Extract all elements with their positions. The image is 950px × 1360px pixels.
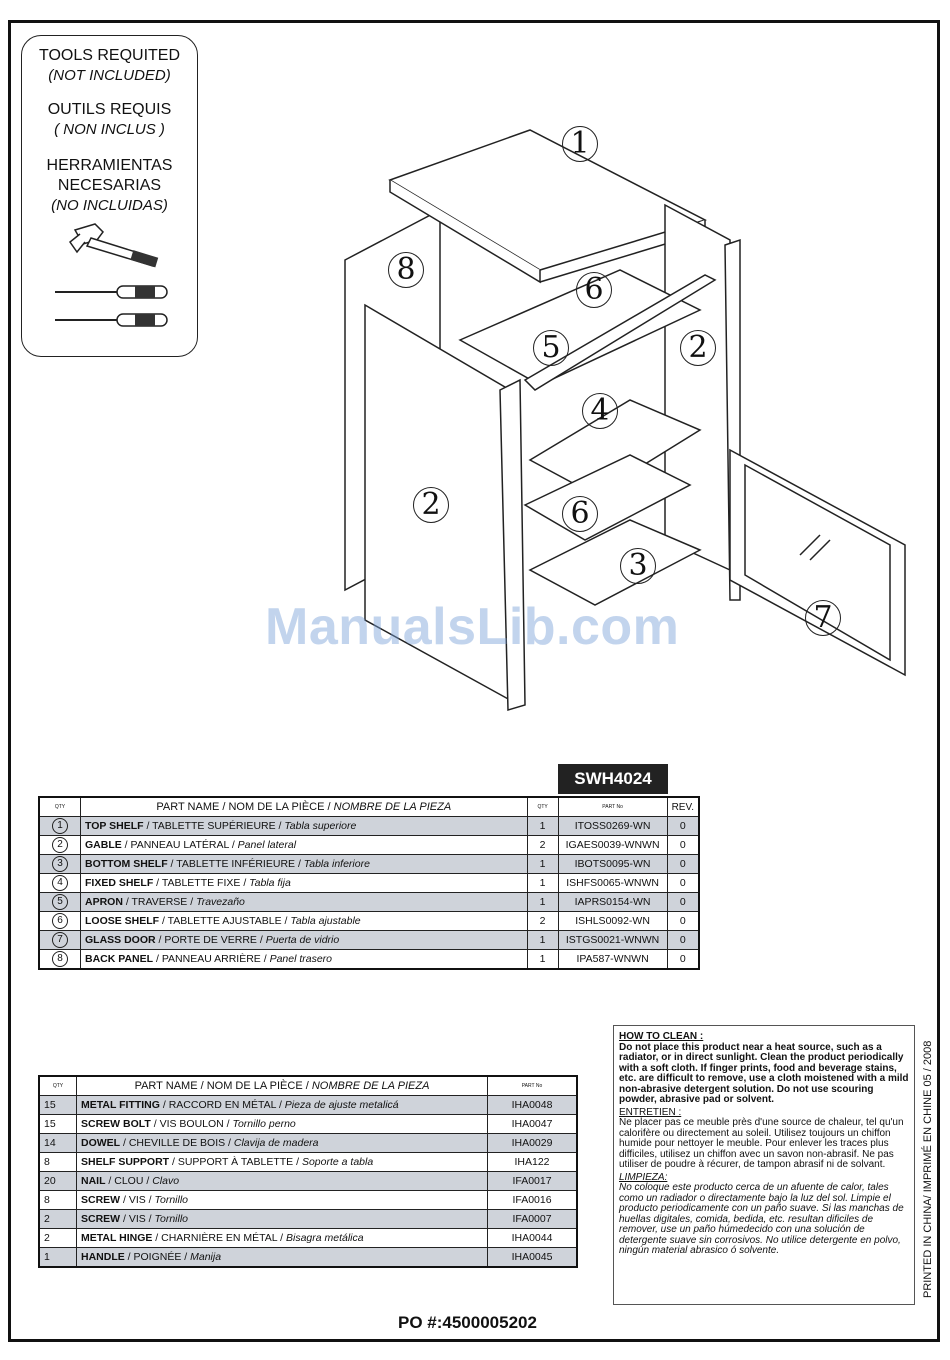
part-qty: 1 [527,855,558,874]
hw-qty-header: QTY [39,1076,77,1096]
tools-note-en: (NOT INCLUDED) [48,67,171,84]
model-number: SWH4024 [558,764,668,794]
hw-qty: 8 [39,1191,77,1210]
callout-2-right: 2 [680,330,716,366]
hw-part-name-header: PART NAME / NOM DE LA PIÈCE / NOMBRE DE LA PIEZA [77,1076,488,1096]
hw-code: IHA0045 [488,1248,578,1268]
hw-qty: 8 [39,1153,77,1172]
parts-row [39,931,699,950]
part-qty: 1 [527,874,558,893]
po-number: PO #:4500005202 [398,1313,537,1332]
hw-code: IHA0048 [488,1096,578,1115]
hw-name: SCREW / VIS / Tornillo [77,1191,488,1210]
hw-code: IFA0007 [488,1210,578,1229]
part-name: TOP SHELF / TABLETTE SUPÉRIEURE / Tabla superiore [81,817,528,836]
part-qty: 1 [527,893,558,912]
hw-name: HANDLE / POIGNÉE / Manija [77,1248,488,1268]
hardware-row [39,1134,577,1153]
parts-row [39,817,699,836]
right-gable [665,205,730,570]
tools-icons [35,220,185,340]
part-code: IAPRS0154-WN [558,893,667,912]
hw-name: NAIL / CLOU / Clavo [77,1172,488,1191]
callout-5: 5 [533,330,569,366]
hardware-row [39,1172,577,1191]
hw-code: IHA0047 [488,1115,578,1134]
hw-name: DOWEL / CHEVILLE DE BOIS / Clavija de madera [77,1134,488,1153]
parts-row [39,874,699,893]
hardware-table [38,1075,578,1268]
hw-qty: 2 [39,1229,77,1248]
clean-heading-fr: ENTRETIEN : [619,1106,682,1118]
callout-6-top: 6 [576,272,612,308]
part-name: BOTTOM SHELF / TABLETTE INFÉRIEURE / Tabla inferiore [81,855,528,874]
rev-header: REV. [667,797,699,817]
part-rev: 0 [667,817,699,836]
parts-table [38,796,700,970]
qty2-header: QTY [527,797,558,817]
part-code: IBOTS0095-WN [558,855,667,874]
part-name: GLASS DOOR / PORTE DE VERRE / Puerta de vidrio [81,931,528,950]
part-code: IGAES0039-WNWN [558,836,667,855]
hw-code: IFA0017 [488,1172,578,1191]
hw-code: IHA122 [488,1153,578,1172]
parts-row [39,893,699,912]
parts-table-header [39,797,699,817]
tools-title-es-2: NECESARIAS [57,177,162,194]
clean-heading-en: HOW TO CLEAN : [619,1031,704,1042]
clean-heading-es: LIMPIEZA: [619,1171,668,1183]
parts-row [39,912,699,931]
parts-row [39,855,699,874]
hardware-row [39,1115,577,1134]
callout-4: 4 [582,393,618,429]
part-rev: 0 [667,950,699,970]
part-number-badge: 3 [39,855,81,874]
part-code: ITOSS0269-WN [558,817,667,836]
clean-text-es: No coloque este producto cerca de un afuente de calor, tales como un radiador o directamente bajo la luz del sol. Limpie el producto periodicamente con un paño suave. Si las manchas de huellas digitales, comida, bedida, etc. resultan dificiles de remover, use un paño húmedecido con una solución de detergente suave sin corrosivos. No utilice detergente en polvo, ningún material abrasico ó solvente. [619,1182,904,1256]
part-name: GABLE / PANNEAU LATÉRAL / Panel lateral [81,836,528,855]
hardware-row [39,1153,577,1172]
phillips-screwdriver-icon [55,286,167,298]
part-name: BACK PANEL / PANNEAU ARRIÈRE / Panel trasero [81,950,528,970]
part-name: APRON / TRAVERSE / Travezaño [81,893,528,912]
part-code: ISHLS0092-WN [558,912,667,931]
hw-name: SHELF SUPPORT / SUPPORT À TABLETTE / Soporte a tabla [77,1153,488,1172]
tools-note-es: (NO INCLUIDAS) [51,197,168,214]
part-name: FIXED SHELF / TABLETTE FIXE / Tabla fija [81,874,528,893]
hw-qty: 14 [39,1134,77,1153]
part-qty: 1 [527,817,558,836]
callout-1: 1 [562,126,598,162]
part-number-badge: 6 [39,912,81,931]
hw-name: SCREW BOLT / VIS BOULON / Tornillo perno [77,1115,488,1134]
hardware-row [39,1096,577,1115]
part-number-badge: 8 [39,950,81,970]
part-code: ISHFS0065-WNWN [558,874,667,893]
hw-code: IHA0029 [488,1134,578,1153]
hardware-row [39,1191,577,1210]
hw-part-no-header: PART No [488,1076,578,1096]
parts-row [39,836,699,855]
qty-header: QTY [39,797,81,817]
callout-8: 8 [388,252,424,288]
part-rev: 0 [667,893,699,912]
part-name: LOOSE SHELF / TABLETTE AJUSTABLE / Tabla ajustable [81,912,528,931]
hw-qty: 15 [39,1115,77,1134]
part-number-badge: 7 [39,931,81,950]
tools-required-box [21,35,198,357]
printed-in-china: PRINTED IN CHINA/ IMPRIMÉ EN CHINE 05 / 2008 [922,1040,934,1298]
watermark: ManualsLib.com [265,598,680,656]
tools-note-fr: ( NON INCLUS ) [54,121,165,138]
clean-text-fr: Ne placer pas ce meuble près d'une source de chaleur, tel qu'un calorifère ou directement au soleil. Utilisez toujours un chiffon humide pour nettoyer le meuble. Pour enlever les traces plus difficiles, utilisez un chiffon avec un savon non-abrasif. Ne pas utiliser de poudre à récurer, de tampon abrasif ni de solvant. [619,1117,904,1170]
part-qty: 2 [527,836,558,855]
hardware-row [39,1210,577,1229]
hw-code: IHA0044 [488,1229,578,1248]
part-rev: 0 [667,931,699,950]
hardware-row [39,1248,577,1268]
tools-title-fr: OUTILS REQUIS [47,101,172,118]
part-qty: 1 [527,950,558,970]
part-no-header: PART No [558,797,667,817]
part-qty: 1 [527,931,558,950]
hardware-table-header [39,1076,577,1096]
callout-7: 7 [805,600,841,636]
hw-name: METAL HINGE / CHARNIÈRE EN MÉTAL / Bisagra metálica [77,1229,488,1248]
hw-qty: 1 [39,1248,77,1268]
part-number-badge: 5 [39,893,81,912]
callout-2-left: 2 [413,487,449,523]
tools-title-es-1: HERRAMIENTAS [46,157,173,174]
clean-text-en: Do not place this product near a heat source, such as a radiator, or in direct sunlight. Clean the product periodically with a soft cloth. If finger prints, food and beverage stains, etc. are difficult to remove, use a cloth moistened with a mild non-abrasive detergent solution. Do not use scouring powder, abrasive pad or solvent. [619,1041,909,1105]
part-name-header: PART NAME / NOM DE LA PIÈCE / NOMBRE DE LA PIEZA [81,797,528,817]
hw-name: METAL FITTING / RACCORD EN MÉTAL / Pieza de ajuste metalicá [77,1096,488,1115]
part-rev: 0 [667,855,699,874]
part-number-badge: 4 [39,874,81,893]
part-rev: 0 [667,874,699,893]
tools-title-en: TOOLS REQUITED [38,47,181,64]
hw-qty: 2 [39,1210,77,1229]
part-code: IPA587-WNWN [558,950,667,970]
cleaning-instructions [613,1025,915,1305]
callout-6-bottom: 6 [562,496,598,532]
flat-screwdriver-icon [55,314,167,326]
hammer-icon [70,224,158,267]
part-code: ISTGS0021-WNWN [558,931,667,950]
part-qty: 2 [527,912,558,931]
part-rev: 0 [667,836,699,855]
hw-qty: 15 [39,1096,77,1115]
part-rev: 0 [667,912,699,931]
part-number-badge: 1 [39,817,81,836]
hw-name: SCREW / VIS / Tornillo [77,1210,488,1229]
hardware-row [39,1229,577,1248]
parts-row [39,950,699,970]
part-number-badge: 2 [39,836,81,855]
hw-code: IFA0016 [488,1191,578,1210]
callout-3: 3 [620,548,656,584]
hw-qty: 20 [39,1172,77,1191]
